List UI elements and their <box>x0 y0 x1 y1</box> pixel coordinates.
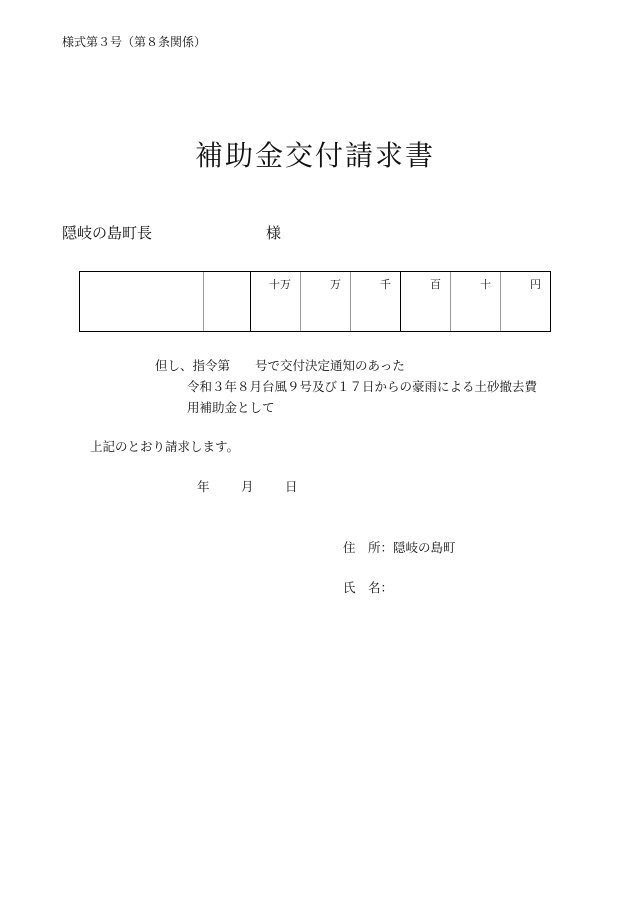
amount-cell-tens[interactable] <box>451 272 501 331</box>
unit-label: 百 <box>430 278 441 291</box>
address-label: 住 所： <box>343 540 394 555</box>
amount-cell-hundreds[interactable] <box>401 272 451 331</box>
document-title: 補助金交付請求書 <box>194 139 435 172</box>
unit-label: 十万 <box>269 278 291 291</box>
date-day: 日 <box>285 479 298 494</box>
name-line <box>343 578 393 596</box>
amount-label-cell <box>80 272 204 331</box>
date-line <box>197 477 298 495</box>
form-number: 様式第３号（第８条関係） <box>62 35 207 49</box>
request-statement: 上記のとおり請求します。 <box>90 439 240 454</box>
addressee: 隠岐の島町長 <box>62 224 153 242</box>
amount-cell-ten-thousands[interactable] <box>301 272 351 331</box>
body-line-2: 令和３年８月台風９号及び１７日からの豪雨による土砂撤去費 <box>187 379 538 394</box>
amount-table <box>79 271 551 332</box>
amount-cell-yen[interactable] <box>501 272 550 331</box>
unit-label: 十 <box>480 278 491 291</box>
amount-currency-cell <box>204 272 251 331</box>
body-line-1: 但し、指令第 号で交付決定通知のあった <box>155 358 405 373</box>
body-line-3: 用補助金として <box>187 400 275 415</box>
unit-label: 千 <box>380 278 391 291</box>
date-year: 年 <box>197 479 210 494</box>
unit-label: 円 <box>530 278 541 291</box>
name-label: 氏 名： <box>343 580 394 595</box>
unit-label: 万 <box>330 278 341 291</box>
address-value: 隠岐の島町 <box>393 540 456 555</box>
honorific: 様 <box>266 224 282 242</box>
amount-cell-hundred-thousands[interactable] <box>251 272 301 331</box>
amount-cell-thousands[interactable] <box>351 272 401 331</box>
address-line <box>343 538 456 556</box>
date-month: 月 <box>241 479 254 494</box>
